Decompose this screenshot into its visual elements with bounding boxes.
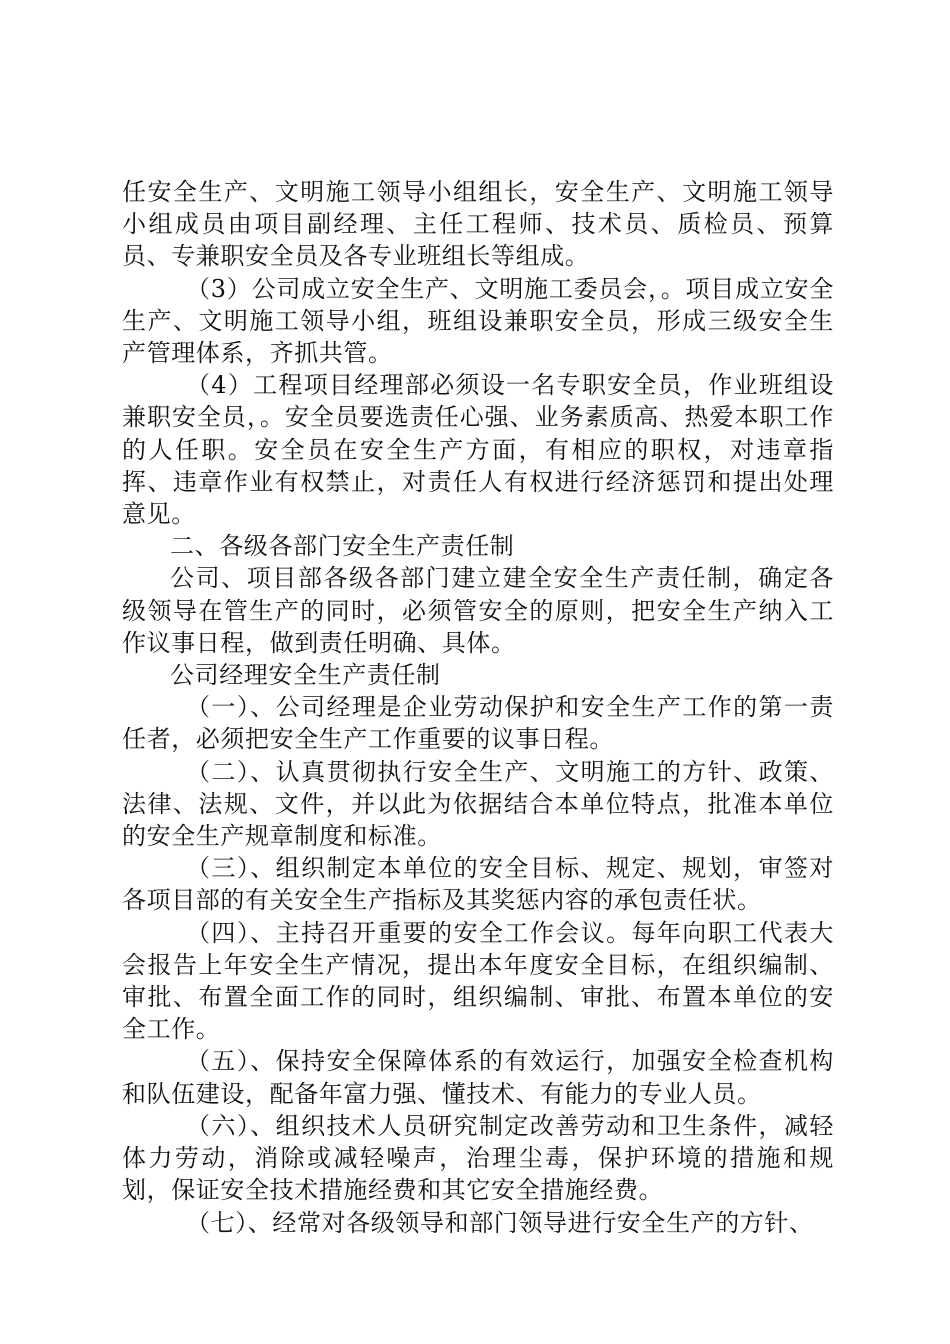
paragraph-item-i7: （七）、经常对各级领导和部门领导进行安全生产的方针、 — [186, 1208, 814, 1237]
subsection-heading-manager: 公司经理安全生产责任制 — [170, 661, 441, 690]
paragraph-item-i5: （五）、保持安全保障体系的有效运行，加强安全检查机构和队伍建设，配备年富力强、懂技术、有能力的专业人员。 — [122, 1047, 834, 1108]
paragraph-item-i3: （三）、组织制定本单位的安全目标、规定、规划，审签对各项目部的有关安全生产指标及其奖惩内容的承包责任状。 — [122, 854, 834, 915]
paragraph-item-i4: （四）、主持召开重要的安全工作会议。每年向职工代表大会报告上年安全生产情况，提出本年度安全目标，在组织编制、审批、布置全面工作的同时，组织编制、审批、布置本单位的安全工作。 — [122, 918, 834, 1044]
paragraph-item-4: （4）工程项目经理部必须设一名专职安全员，作业班组设兼职安全员，。安全员要选责任心强、业务素质高、热爱本职工作的人任职。安全员在安全生产方面，有相应的职权，对违章指挥、违章作业有权禁止，对责任人有权进行经济惩罚和提出处理意见。 — [122, 371, 834, 529]
section-heading-2: 二、各级各部门安全生产责任制 — [170, 532, 515, 561]
document-body — [122, 176, 834, 1239]
paragraph-item-i2: （二）、认真贯彻执行安全生产、文明施工的方针、政策、法律、法规、文件，并以此为依据结合本单位特点，批准本单位的安全生产规章制度和标准。 — [122, 757, 834, 851]
paragraph-item-3: （3）公司成立安全生产、文明施工委员会，。项目成立安全生产、文明施工领导小组，班组设兼职安全员，形成三级安全生产管理体系，齐抓共管。 — [122, 274, 834, 368]
paragraph-item-i1: （一）、公司经理是企业劳动保护和安全生产工作的第一责任者，必须把安全生产工作重要的议事日程。 — [122, 693, 834, 754]
paragraph-intro: 公司、项目部各级各部门建立建全安全生产责任制，确定各级领导在管生产的同时，必须管安全的原则，把安全生产纳入工作议事日程，做到责任明确、具体。 — [122, 564, 834, 657]
paragraph-item-i6: （六）、组织技术人员研究制定改善劳动和卫生条件，减轻体力劳动，消除或减轻噪声，治理尘毒，保护环境的措施和规划，保证安全技术措施经费和其它安全措施经费。 — [122, 1111, 834, 1205]
paragraph-continuation: 任安全生产、文明施工领导小组组长，安全生产、文明施工领导小组成员由项目副经理、主任工程师、技术员、质检员、预算员、专兼职安全员及各专业班组长等组成。 — [122, 178, 834, 271]
